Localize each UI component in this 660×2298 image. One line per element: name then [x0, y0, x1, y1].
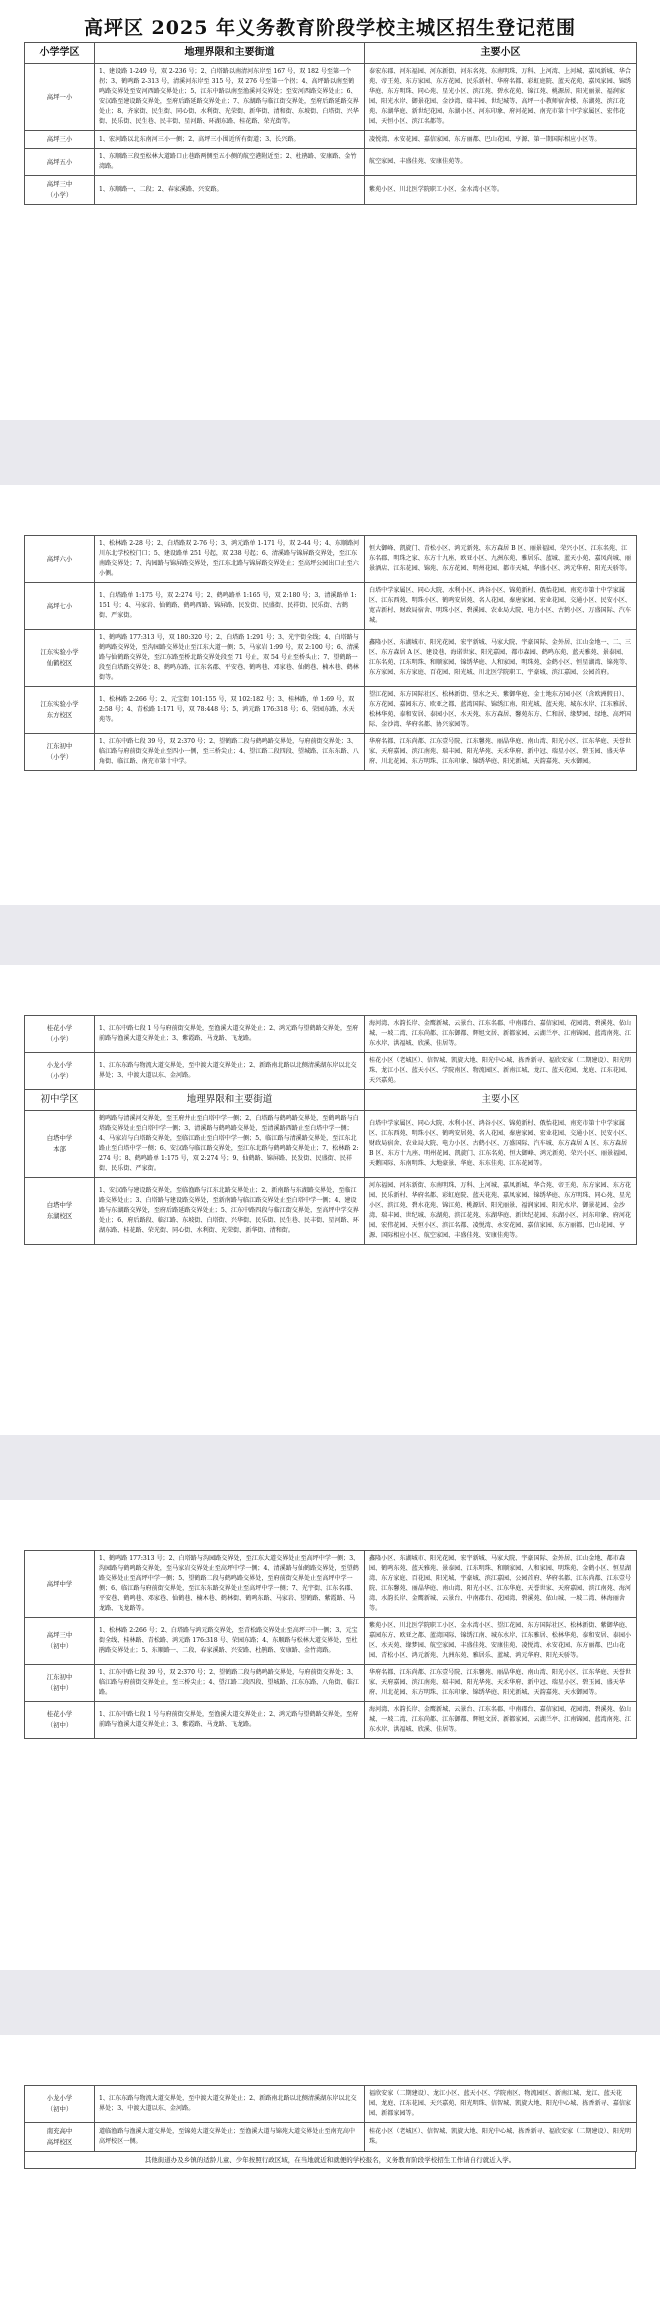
header-middle-areas: 主要小区 — [365, 1090, 637, 1111]
school-cell: 江东实验小学 仙鹤校区 — [25, 630, 95, 687]
table-row — [25, 1551, 637, 1618]
page-1 — [0, 0, 660, 420]
page-5 — [0, 2035, 660, 2298]
school-cell: 南充高中 高坪校区 — [25, 2123, 95, 2152]
school-cell: 高坪一小 — [25, 64, 95, 131]
table-row — [25, 536, 637, 583]
table-row — [25, 2086, 637, 2123]
table-row — [25, 1178, 637, 1245]
areas-cell: 泰宏东郡、河东福园、河东新街、河东名苑、东南明珠、万科、上河湾、上河城、嘉凤新城、华合苑、帝王苑、东方家园、东方花园、民乐新村、华府名都、彩虹庭院、蓝天花苑、嘉凤家园、锦绣华庭、东方明珠、同心苑、星光小区、滨江苑、碧水花苑、锦江苑、桃源居、阳光丽景、福润家园、阳光水岸、御景花园、金沙湾、瑞丰园、世纪城等、高坪一小教师宿舍楼、东湖苑、滨江花苑、东湖华庭、新世纪花园、东湖小区、河东印象、府河花园、南充市第十中学家属区、宏伟花园、天恒小区、滨江名都等。 — [365, 64, 637, 131]
table-header — [25, 43, 637, 64]
school-cell: 白塔中学 本部 — [25, 1111, 95, 1178]
areas-cell: 鑫隆小区、东湖城市、阳光花园、宏宇新城、马家大院、宇豪国际、金外居、江山金地一、二、三区、东方森居 A 区、建设巷、海诺世家、阳光嘉园、都市森园、鹤鸣东苑、蓝天雅苑、景泰园、江东名苑、江东明珠、和顺家园、锦绣华庭、人和家园、明珠苑、金鹤小区、恒星湖湾、锦苑等、东方家园、东方家庭、百花园、阳光城、川北医学院职工、宇豪城、滨江嘉园、公园首府。 — [365, 630, 637, 687]
rows-page-5 — [25, 2086, 637, 2152]
page-2-sheet — [24, 535, 636, 771]
header-school-district: 小学学区 — [25, 43, 95, 64]
page-5-sheet — [24, 2085, 636, 2169]
school-cell: 桂花小学 （小学） — [25, 1016, 95, 1053]
school-cell: 高坪三中 （小学） — [25, 176, 95, 205]
footnote: 其他街道办及乡镇的适龄儿童、少年按照行政区域，在当地就近和就便的学校报名，义务教育阶段学校招生工作请自行就近入学。 — [24, 2152, 636, 2169]
table-row — [25, 734, 637, 771]
streets-cell: 1、白塔路单 1:175 号，双 2:274 号；2、鹤鸣路单 1:165 号，双 2:180 号；3、清溪路单 1:151 号；4、马家岩、仙鹤路、鹤鸣西路、锦屏路、民发街、民盛街、民祥街、民乐街、古鹤街、严家街。 — [95, 583, 365, 630]
areas-cell: 鑫隆小区、东湖城市、阳光花园、宏宇新城、马家大院、宇豪国际、金外居、江山金地、都市森园、鹤鸣东苑、蓝天雅苑、景泰园、江东明珠、和顺家园、人和家园、明珠苑、金鹤小区、恒星湖湾、东方家庭、百花园、阳光城、宇豪城、滨江嘉园、公园首府、华府名都、江东尚都、江东壹号院、江东馨苑、丽晶华庭、南山湾、阳光小区、江东华庭、天誉世家、天府嘉园、滨江南苑、海河湾、水韵长岸、金鹰新城、云景台、中南郡台、花园湾、碧溪苑、依山城、一坡二湾、林海丽舍等。 — [365, 1551, 637, 1618]
streets-cell: 1、江东东路与物流大道交界处，至中渡大道交界处止；2、新路南北路以北侧清溪湖东岸以北交界处；3、中渡大道以东、金河路。 — [95, 2086, 365, 2123]
table-row — [25, 1665, 637, 1702]
table-row — [25, 1702, 637, 1739]
school-cell: 高坪三中 （初中） — [25, 1618, 95, 1665]
areas-cell: 华府名都、江东尚都、江东壹号院、江东馨苑、丽晶华庭、南山湾、阳光小区、江东华庭、天誉世家、天府嘉园、滨江南苑、瑞丰园、阳光华苑、天禾华府、新中冠、瑞星小区、碧玉园、盛天华府、川北花园、东方明珠、江东印象、锦绣华庭、阳光新城、天韵嘉苑、天水御园。 — [365, 734, 637, 771]
table-row — [25, 1053, 637, 1090]
areas-cell: 华府名都、江东尚都、江东壹号院、江东馨苑、丽晶华庭、南山湾、阳光小区、江东华庭、天誉世家、天府嘉园、滨江南苑、瑞丰园、阳光华苑、天禾华府、新中冠、瑞星小区、碧玉园、盛天华府、川北花园、东方明珠、江东印象、锦绣华庭、阳光新城、天韵嘉苑、天水御园等。 — [365, 1665, 637, 1702]
areas-cell: 望江花园、东方国际社区、松林新街、望水之天、紫御华庭、金士地东方园小区（含欧洲假日）、东方花园、嘉园东方、欧亚之都、蓝湾国际、锦绣江南、阳光城、蓝天苑、城东水岸、江东雅居、松林华苑、泰和安居、泰园小区、水天苑、东方森居、馨苑东方、仁和居、缘梦园、绿地、高坪国际、金沙湾、华府名都、协兴家园等。 — [365, 687, 637, 734]
school-cell: 高坪七小 — [25, 583, 95, 630]
primary-table-2 — [24, 535, 637, 771]
header-middle-district: 初中学区 — [25, 1090, 95, 1111]
table-row — [25, 64, 637, 131]
header-middle-streets: 地理界限和主要街道 — [95, 1090, 365, 1111]
page-3-sheet — [24, 1015, 636, 1245]
table-row — [25, 131, 637, 149]
streets-cell: 1、江东中路七段 39 号，双 2:370 号；2、望鹤路二段与鹤鸣路交界处，与府前街交界处；3、临江路与府前街交界处止，至三桥尖止；4、望江路二段四段、望城路、江东东路、八角街、临江路。 — [95, 1665, 365, 1702]
streets-cell: 1、江东中路七段 1 号与府前街交界处，至渔溪大道交界处止；2、鸿元路与望鹤路交界处，至府前路与渔溪大道交界处止；3、紫霞路、马龙路、飞龙路。 — [95, 1016, 365, 1053]
primary-table-1 — [24, 42, 637, 205]
streets-cell: 鹤鸣路与清溪河交界处，至王府井止至白塔中学一侧；2、白塔路与鹤鸣路交界处，至鹤鸣路与白塔路交界处止至白塔中学一侧；3、清溪路与鹤鸣路交界处，至清溪路西路止至白塔中学一侧；4、马家岩与白塔路交界处，至临江路止至白塔中学一侧；5、临江路与清溪路交界处，至江东北路止至白塔中学一侧；6、安汉路与临江路交界处，至江东北路与鹤鸣路交界处止；7、松林路 2:274 号；8、鹤鸣路单 1:175 号，双 2:274 号；9、仙鹤路、锦屏路、民发街、民盛街、民祥街、民乐街、严家街。 — [95, 1111, 365, 1178]
streets-cell: 1、安汉路与建设路交界处，至临渔路与江东北路交界处止；2、新南路与东湖路交界处，至临江路交界处止；3、白塔路与建设路交界处，至新南路与临江路交界处止至白塔中学一侧；4、建设路与东湖路交界处，至府后路延路交界处止；5、江东中路四段与临江街交界处，至高坪中学交界处止；6、府后路段、临江路、东坡街、白塔街、兴华街、民乐街、民生巷、民丰街、星河路、环湖东路、桂花路、荣光街、同心街、水利街、光荣街、新华街、清和街。 — [95, 1178, 365, 1245]
streets-cell: 1、鹤鸣路 177:313 号；2、白塔路与沟园路交界处，至江东大道交界处止至高坪中学一侧；3、沟园路与鹤鸣路交界处，至马家岩交界处止至高坪中学一侧；4、清溪路与仙鹤路交界处，至望鹤路交界处止至高坪中学一侧；5、望鹤路二段与鹤鸣路交界处，至府前街交界处止至高坪中学一侧；6、临江路与府前街交界处，至江东东路交界处止至高坪中学一侧；7、光宇街、江东名郡、平安巷、鹤鸣巷、邓家巷、仙鹤巷、楠木巷、鹤林街、鹤鸣东路、马家岩、望鹤路、紫霞路、马龙路、飞龙路等。 — [95, 1551, 365, 1618]
areas-cell: 福欣安家（二期建设）、龙江小区、蓝天小区、学院南区、物流园区、新南江城、龙江、蓝天花园、龙庭、江东花园、天兴嘉苑、阳光明珠、信智城、凯旋大地、阳光中心城、拣香新寻、嘉信家园、新都家园等。 — [365, 2086, 637, 2123]
school-cell: 高坪中学 — [25, 1551, 95, 1618]
areas-cell: 凌悦湾、永安花园、嘉信家园、东方丽都、巴山花园、亨源、第一期国际相应小区等。 — [365, 131, 637, 149]
page-4-sheet — [24, 1550, 636, 1739]
page-1-sheet — [24, 14, 636, 205]
streets-cell: 1、江东中路七段 1 号与府前街交界处，至渔溪大道交界处止；2、鸿元路与望鹤路交界处，至府前路与渔溪大道交界处止；3、紫霞路、马龙路、飞龙路。 — [95, 1702, 365, 1739]
page-3 — [0, 965, 660, 1435]
streets-cell: 1、松林路 2-28 号；2、白塔路双 2-76 号；3、鸿元路单 1-171 号，双 2-44 号；4、东顺路河川东北学校校门口；5、建设路单 251 号起，双 238 号起；6、清溪路与锦屏路交界处，至江东南路交界处；7、沟园路与锦屏路交界处，至江东北路与锦屏路交界处止；至高坪公园出口止至六小侧。 — [95, 536, 365, 583]
table-row — [25, 176, 637, 205]
table-row — [25, 1618, 637, 1665]
middle-table-4 — [24, 1550, 637, 1739]
streets-cell: 道临渔路与渔溪大道交界处，至锦苑大道交界处止；至渔溪大道与锦苑大道交界处止至南充高中高坪校区一侧。 — [95, 2123, 365, 2152]
areas-cell: 海河湾、水韵长岸、金鹰新城、云景台、江东名郡、中南郡台、嘉信家园、花园湾、碧溪苑、依山城、一坡二湾、江东尚都、江东御都、辉旭文居、新都家园、云湖兰亭、江南锦园、蓝湾南苑、江东水岸、洪福城、欣溪、佳居等。 — [365, 1016, 637, 1053]
rows-page-4 — [25, 1551, 637, 1739]
areas-cell: 桂花小区（老城区）、信智城、凯旋大地、阳光中心城、拣香新寻、福欣安家（二期建设）、阳光明珠。 — [365, 2123, 637, 2152]
school-cell: 江东初中 （小学） — [25, 734, 95, 771]
areas-cell: 紫苑小区、川北医学院职工小区、金水湾小区等。 — [365, 176, 637, 205]
header-streets: 地理界限和主要街道 — [95, 43, 365, 64]
page-4 — [0, 1500, 660, 1970]
page-2 — [0, 485, 660, 905]
school-cell: 小龙小学 （初中） — [25, 2086, 95, 2123]
middle-table-header — [25, 1090, 637, 1111]
areas-cell: 河东福园、河东新街、东南明珠、万科、上河城、嘉凤新城、华合苑、帝王苑、东方家园、东方花园、民乐新村、华府名都、彩虹庭院、蓝天花苑、嘉凤家园、锦绣华庭、东方明珠、同心苑、星光小区、滨江苑、碧水花苑、锦江苑、桃源居、阳光丽景、福润家园、阳光水岸、御景花园、金沙湾、瑞丰园、世纪城、东湖苑、滨江花苑、东湖华庭、新世纪花园、东湖小区、河东印象、府河花园、宏伟花园、天恒小区、滨江名都、凌悦湾、永安花园、嘉信家园、东方丽都、巴山花园、亨源、国际相应小区、航空家园、丰盛佳苑、安康佳苑等。 — [365, 1178, 637, 1245]
table-row — [25, 1016, 637, 1053]
school-cell: 江东实验小学 东方校区 — [25, 687, 95, 734]
areas-cell: 恒大御峰、凯旋门、青松小区、鸿元新苑、东方森居 B 区、丽景福园、荣兴小区、江东名苑、江东名郡、明珠之家、东方十九座、欧亚小区、九洲东苑、雅居乐、蓝城、蓝天小苑、嘉凤尚城、丽景酒店、江东花园、锦苑、东方花园、明州花园、都市天城、华盛小区、鸿元华府、阳光天骄等。 — [365, 536, 637, 583]
school-cell: 白塔中学 东湖校区 — [25, 1178, 95, 1245]
streets-cell: 1、江东东路与物流大道交界处，至中渡大道交界处止；2、新路南北路以北侧清溪湖东岸以北交界处；3、中渡大道以东、金河路。 — [95, 1053, 365, 1090]
rows-page-2 — [25, 536, 637, 771]
school-cell: 高坪五小 — [25, 149, 95, 176]
primary-table-3 — [24, 1015, 637, 1245]
school-cell: 小龙小学 （小学） — [25, 1053, 95, 1090]
table-row — [25, 2123, 637, 2152]
table-row — [25, 583, 637, 630]
table-row — [25, 630, 637, 687]
school-cell: 桂花小学 （初中） — [25, 1702, 95, 1739]
areas-cell: 海河湾、水韵长岸、金鹰新城、云景台、江东名郡、中南郡台、嘉信家园、花园湾、碧溪苑、依山城、一坡二湾、江东尚都、江东御都、辉旭文居、新都家园、云湖兰亭、江南锦园、蓝湾南苑、江东水岸、洪福城、欣溪、佳居等。 — [365, 1702, 637, 1739]
streets-cell: 1、东顺路一、二段；2、春家溪路、兴安路。 — [95, 176, 365, 205]
streets-cell: 1、鹤鸣路 177:313 号，双 180:320 号；2、白塔路 1:291 号；3、光宇街全线；4、白塔路与鹤鸣路交界处，至沟园路交界处止至江东大道一侧；5、马家岩 1:99 号，双 2:100 号；6、清溪路与仙鹤路交界处，至江东路至桥北路交界处段至 71 号止，双 54 号止至桥头止；7、望鹤路一段至白塔路交界处；8、鹤鸣东路、江东名郡、平安巷、鹤鸣巷、邓家巷、仙鹤巷、楠木巷、鹤林街等。 — [95, 630, 365, 687]
streets-cell: 1、江东中路七段 39 号，双 2:370 号；2、望鹤路二段与鹤鸣路交界处，与府前街交界处；3、临江路与府前街交界处止至四小一侧，至三桥尖止；4、望江路二段四段、望城路、江东东路、八角街、临江路、南充市第十中学。 — [95, 734, 365, 771]
school-cell: 高坪六小 — [25, 536, 95, 583]
table-row — [25, 149, 637, 176]
table-row — [25, 1111, 637, 1178]
streets-cell: 1、建设路 1-249 号，双 2-236 号；2、白塔路以南清河东岸至 167 号，双 182 号至第一个拐；3、鹤鸣路 2-313 号，清溪河东岸至 315 号，双 276 号至第一个拐；4、高坪路以南至鹤鸣路交界处至安河西路交界处止；5、江东中路以南至渔溪河交界处；至安河西路交界处止；6、安汉路至建设路交界处，至府后路延路交界处止；7、东湖路与临江街交界处，至府后路延路交界处止；8、齐家街、民生街、同心街、水利街、光荣街、新华街、清和街、东坡街、白塔街、兴华街、民乐街、民生巷、民丰街、星河路、环湖东路、桂花路、荣光街等。 — [95, 64, 365, 131]
streets-cell: 1、松林路 2:266 号；2、元宝街 101:155 号，双 102:182 号；3、桂林路，单 1:69 号，双 2:58 号；4、青松路 1:171 号，双 78:448 号；5、鸿元路 176:318 号；6、荣园东路、水天苑等。 — [95, 687, 365, 734]
school-cell: 江东初中 （初中） — [25, 1665, 95, 1702]
school-cell: 高坪三小 — [25, 131, 95, 149]
middle-table-5 — [24, 2085, 637, 2152]
streets-cell: 1、宏河路以北东南河三小一侧；2、高坪三小围近所有街道；3、长兴路。 — [95, 131, 365, 149]
areas-cell: 桂花小区（老城区）、信智城、凯旋大地、阳光中心城、拣香新寻、福欣安家（二期建设）、阳光明珠、龙江小区、蓝天小区、学院南区、物流园区、新南江城、龙江、蓝天花园、龙庭、江东花园、天兴嘉苑。 — [365, 1053, 637, 1090]
streets-cell: 1、东顺路三段至松林大道路口止巷路两侧至五小侧的航空港附近至；2、杜鹃路、安康路、金竹湾路。 — [95, 149, 365, 176]
areas-cell: 白塔中学家属区、同心大院、水利小区、鸿谷小区、锦苑新村、俄怡花园、南充市第十中学家属区、江东西苑、明珠小区、鹤鸣安居苑、名人花园、秦唐家园、宏业花园、交通小区、民安小区、财政局宿舍、农业局大院、电力小区、古鹤小区、万盛国际、汽车城、东方森居 A 区、东方森居 B 区、东方十九座、明州花园、凯旋门、江东名苑、恒大御峰、鸿元新苑、荣兴小区、丽景福园、天鹅国际、东南明珠、大地豪景、华庭、东东佳苑、江东花园等。 — [365, 1111, 637, 1178]
rows-page-1 — [25, 64, 637, 205]
streets-cell: 1、松林路 2:266 号；2、白塔路与鸿元路交界处，至青松路交界处止至高坪三中一侧；3、元宝街全线、桂林路、青松路、鸿元路 176:318 号、荣园东路；4、东顺路与松林大道交界处，至杜鹃路交界处止；5、东顺路一、二段、春家溪路、兴安路、杜鹃路、安康路、金竹湾路。 — [95, 1618, 365, 1665]
header-areas: 主要小区 — [365, 43, 637, 64]
table-row — [25, 687, 637, 734]
areas-cell: 航空家园、丰盛佳苑、安康佳苑等。 — [365, 149, 637, 176]
rows-page-3-middle — [25, 1111, 637, 1245]
rows-page-3 — [25, 1016, 637, 1090]
document-title: 高坪区 2025 年义务教育阶段学校主城区招生登记范围 — [83, 17, 577, 39]
areas-cell: 白塔中学家属区、同心大院、水利小区、鸿谷小区、锦苑新村、俄怡花园、南充市第十中学家属区、江东西苑、明珠小区、鹤鸣安居苑、名人花园、秦唐家园、宏业花园、交通小区、民安小区、宽吉新村、财政局宿舍、明珠小区、碧溪园、农业局大院、电力小区、古鹤小区、万盛国际、汽车城。 — [365, 583, 637, 630]
areas-cell: 紫苑小区、川北医学院职工小区、金水湾小区、望江花园、东方国际社区、松林新街、紫御华庭、嘉园东方、欧亚之都、蓝湾国际、锦绣江南、城东水岸、江东雅居、松林华苑、泰和安居、泰园小区、水天苑、缘梦园、航空家园、丰盛佳苑、安康佳苑、凌悦湾、永安花园、东方丽都、巴山花园、青松小区、鸿元新苑、九洲东苑、雅居乐、蓝城、鸿元华府、阳光天骄等。 — [365, 1618, 637, 1665]
